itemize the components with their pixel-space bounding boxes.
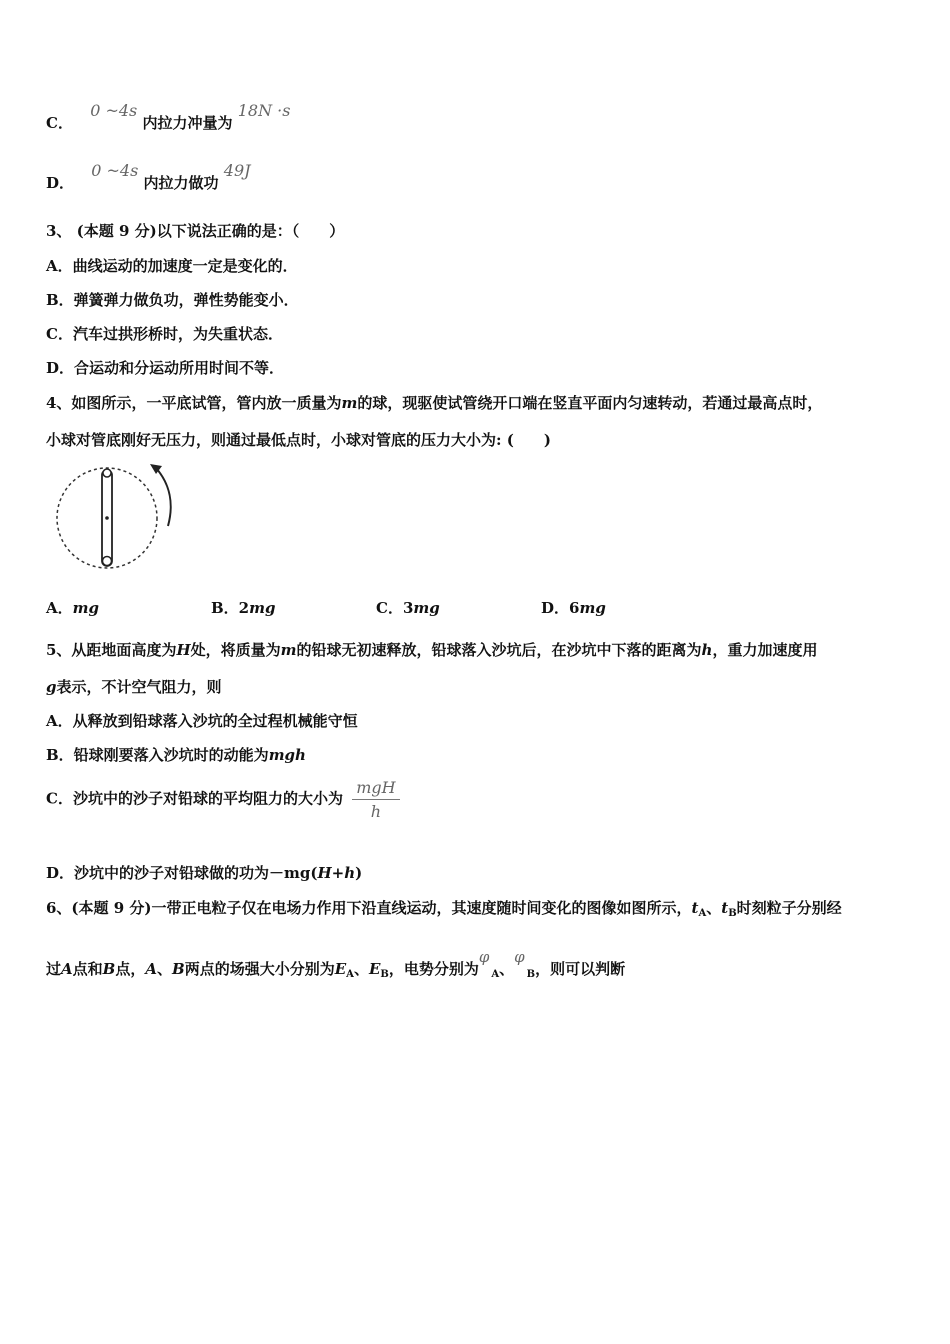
q6-stem-line2: 过A点和B点，A、B两点的场强大小分别为$E_A$、$E_B$，电势分别为$\varphi_A$、$\varphi_B$，则可以判断 bbox=[46, 948, 626, 980]
q5-option-d: D．沙坑中的沙子对铅球做的功为－mg(H+h) bbox=[46, 864, 363, 882]
q5-option-b: B．铅球刚要落入沙坑时的动能为mgh bbox=[46, 746, 306, 764]
q4-option-c: C．3mg bbox=[376, 599, 440, 617]
q4-option-b: B．2mg bbox=[211, 599, 276, 617]
q4-option-a: A．mg bbox=[46, 599, 100, 617]
q4-stem-line1: 4、如图所示，一平底试管，管内放一质量为m的球，现驱使试管绕开口端在竖直平面内匀速转动，若通过最高点时， bbox=[46, 394, 823, 412]
q4-stem-line2: 小球对管底刚好无压力，则通过最低点时，小球对管底的压力大小为: ( ) bbox=[46, 431, 551, 449]
q4-options bbox=[46, 597, 706, 618]
q5-stem-line2: g表示，不计空气阻力，则 bbox=[46, 678, 222, 696]
q2-d-range: 0 ~4s bbox=[91, 161, 139, 180]
tube-bottom-ball bbox=[103, 557, 112, 566]
q4-option-d: D．6mg bbox=[541, 599, 606, 617]
q2-c-value: 18N ·s bbox=[237, 101, 291, 120]
phi-b-symbol: φ bbox=[514, 948, 525, 966]
q2-c-range: 0 ~4s bbox=[90, 101, 138, 120]
q3-stem: 3、 (本题 9 分)以下说法正确的是：（ ） bbox=[46, 222, 345, 240]
q4-rotating-tube-figure bbox=[50, 460, 190, 572]
rotation-arrow-icon bbox=[156, 468, 171, 526]
q2-option-d: D． 0 ~4s 内拉力做功 49J bbox=[46, 161, 251, 192]
phi-a-symbol: φ bbox=[478, 948, 490, 966]
tube-top-end bbox=[103, 469, 111, 477]
q3-option-a: A．曲线运动的加速度一定是变化的． bbox=[46, 257, 298, 275]
q2-d-value: 49J bbox=[223, 161, 251, 180]
q5-option-c: C．沙坑中的沙子对铅球的平均阻力的大小为 $\frac{\text{mgH}}{h}$ bbox=[46, 778, 400, 821]
q5-c-fraction: $\frac{\text{mgH}}{h}$ bbox=[352, 778, 399, 821]
q6-stem-line1: 6、(本题 9 分)一带正电粒子仅在电场力作用下沿直线运动，其速度随时间变化的图像如图所示，$t_A$、$t_B$时刻粒子分别经 bbox=[46, 899, 842, 919]
q5-stem-line1: 5、从距地面高度为H处，将质量为m的铅球无初速释放，铅球落入沙坑后，在沙坑中下落的距离为h，重力加速度用 bbox=[46, 641, 818, 659]
q5-option-a: A．从释放到铅球落入沙坑的全过程机械能守恒 bbox=[46, 712, 358, 730]
q2-option-c: C． 0 ~4s 内拉力冲量为 18N ·s bbox=[46, 101, 291, 132]
q3-option-b: B．弹簧弹力做负功，弹性势能变小． bbox=[46, 291, 299, 309]
q3-option-c: C．汽车过拱形桥时，为失重状态． bbox=[46, 325, 283, 343]
q3-option-d: D．合运动和分运动所用时间不等． bbox=[46, 359, 285, 377]
tube-center-dot bbox=[105, 516, 109, 520]
